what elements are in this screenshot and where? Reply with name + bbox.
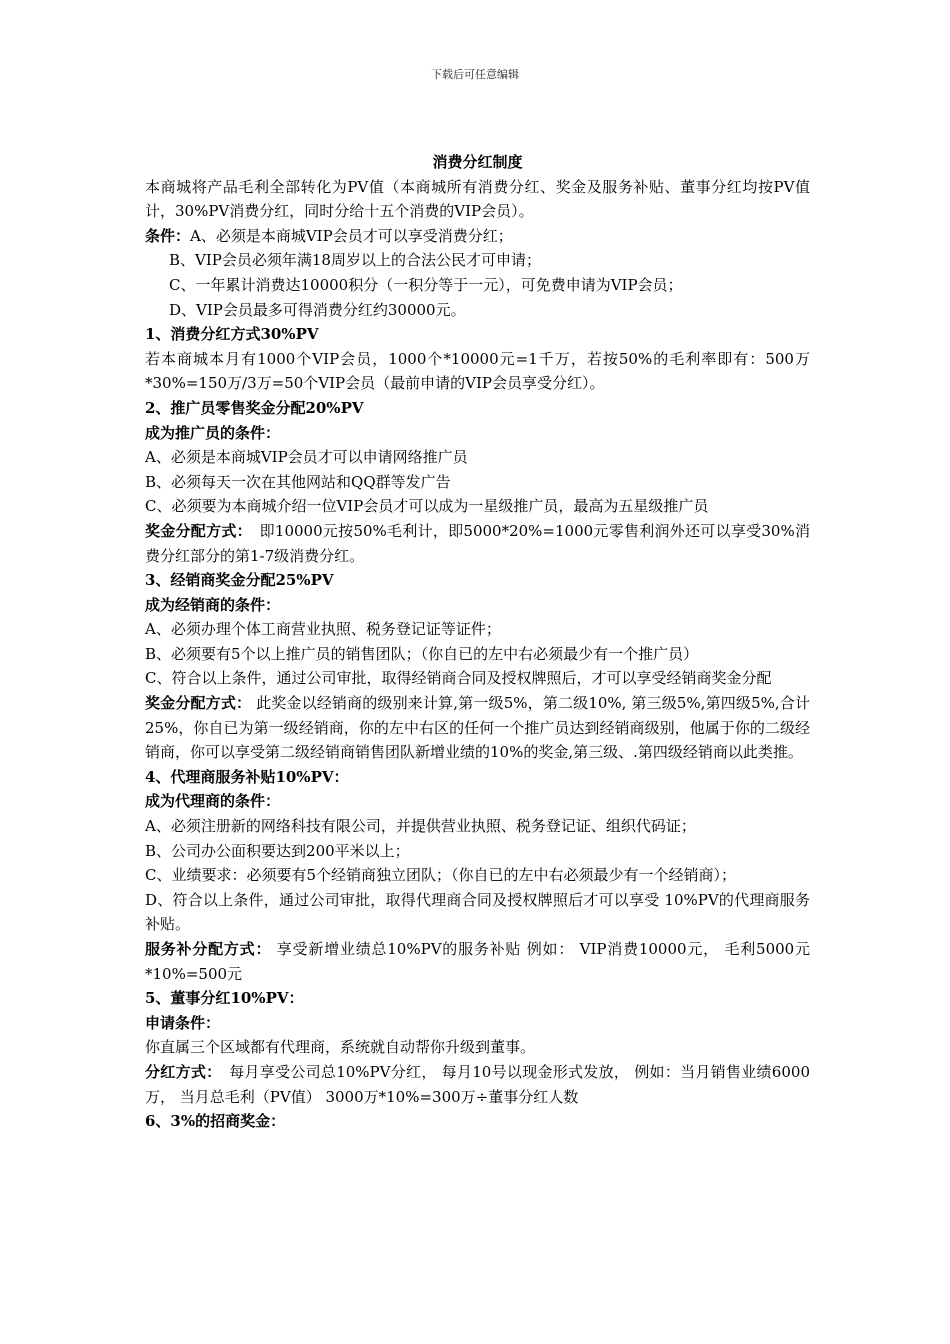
section-2-method bbox=[145, 519, 810, 568]
section-3-item-b: B、必须要有5个以上推广员的销售团队；（你自已的左中右必须最少有一个推广员） bbox=[145, 644, 699, 663]
section-1-text: 若本商城本月有1000个VIP会员，1000个*10000元=1千万，若按50%的毛利率即有：500万*30%=150万/3万=50个VIP会员（最前申请的VIP会员享受分红）。 bbox=[145, 349, 810, 393]
section-3-method-text: 此奖金以经销商的级别来计算,第一级5%，第二级10%, 第三级5%,第四级5%,合计25%，你自已为第一级经销商，你的左中右区的任何一个推广员达到经销商级别，他属于你的二级经销商，你可以享受第二级经销商销售团队新增业绩的10%的奖金,第三级、.第四级经销商以此类推。 bbox=[145, 694, 810, 762]
section-2-heading: 2、推广员零售奖金分配20%PV bbox=[145, 398, 364, 417]
document-title: 消费分红制度 bbox=[432, 153, 523, 171]
section-4-item-c: C、业绩要求：必须要有5个经销商独立团队；（你自已的左中右必须最少有一个经销商）； bbox=[145, 866, 737, 885]
section-4-heading: 4、代理商服务补贴10%PV： bbox=[145, 767, 349, 786]
section-5-method-text: 每月享受公司总10%PV分红， 每月10号以现金形式发放， 例如：当月销售业绩6000万， 当月总毛利（PV值） 3000万*10%=300万÷董事分红人数 bbox=[145, 1062, 810, 1106]
section-3-heading: 3、经销商奖金分配25%PV bbox=[145, 571, 334, 590]
document-body bbox=[145, 150, 810, 1134]
section-4-condition-label: 成为代理商的条件： bbox=[145, 792, 281, 811]
section-3-method-label: 奖金分配方式： bbox=[145, 694, 252, 713]
section-5-condition-label: 申请条件： bbox=[145, 1013, 221, 1032]
section-5-method bbox=[145, 1060, 810, 1109]
section-4-method bbox=[145, 937, 810, 986]
section-4-method-text: 享受新增业绩总10%PV的服务补贴 例如： VIP消费10000元， 毛利5000元*10%=500元 bbox=[145, 940, 810, 983]
section-3-method bbox=[145, 691, 810, 765]
section-5-text: 你直属三个区域都有代理商，系统就自动帮你升级到董事。 bbox=[145, 1038, 536, 1057]
section-2-item-c: C、必须要为本商城介绍一位VIP会员才可以成为一星级推广员，最高为五星级推广员 bbox=[145, 497, 709, 516]
section-5-heading: 5、董事分红10%PV： bbox=[145, 989, 304, 1008]
section-2-method-text: 即10000元按50%毛利计，即5000*20%=1000元零售利润外还可以享受30%消费分红部分的第1-7级消费分红。 bbox=[145, 521, 810, 565]
section-1-heading: 1、消费分红方式30%PV bbox=[145, 325, 319, 344]
section-2-method-label: 奖金分配方式： bbox=[145, 521, 245, 540]
section-4-item-a: A、必须注册新的网络科技有限公司，并提供营业执照、税务登记证、组织代码证； bbox=[145, 817, 696, 836]
section-2-item-b: B、必须每天一次在其他网站和QQ群等发广告 bbox=[145, 472, 451, 491]
section-3-condition-label: 成为经销商的条件： bbox=[145, 595, 281, 614]
intro-paragraph: 本商城将产品毛利全部转化为PV值（本商城所有消费分红、奖金及服务补贴、董事分红均按PV值计，30%PV消费分红，同时分给十五个消费的VIP会员）。 bbox=[145, 177, 810, 221]
section-2-item-a: A、必须是本商城VIP会员才可以申请网络推广员 bbox=[145, 448, 468, 467]
conditions-line-a bbox=[145, 224, 810, 249]
section-2-condition-label: 成为推广员的条件： bbox=[145, 423, 281, 442]
conditions-b: B、VIP会员必须年满18周岁以上的合法公民才可申请； bbox=[169, 251, 541, 270]
section-4-item-d: D、符合以上条件，通过公司审批，取得代理商合同及授权牌照后才可以享受 10%PV的代理商服务补贴。 bbox=[145, 890, 810, 934]
conditions-a: A、必须是本商城VIP会员才可以享受消费分红； bbox=[190, 226, 513, 245]
conditions-label: 条件： bbox=[145, 226, 191, 245]
conditions-c: C、一年累计消费达10000积分（一积分等于一元），可免费申请为VIP会员； bbox=[169, 275, 683, 294]
section-3-item-c: C、符合以上条件，通过公司审批，取得经销商合同及授权牌照后，才可以享受经销商奖金分配 bbox=[145, 669, 772, 688]
section-3-item-a: A、必须办理个体工商营业执照、税务登记证等证件； bbox=[145, 620, 501, 639]
section-4-method-label: 服务补分配方式： bbox=[145, 940, 272, 958]
conditions-d: D、VIP会员最多可得消费分红约30000元。 bbox=[169, 300, 466, 319]
section-4-item-b: B、公司办公面积要达到200平米以上； bbox=[145, 841, 410, 860]
page-header: 下载后可任意编辑 bbox=[431, 68, 519, 81]
section-5-method-label: 分红方式： bbox=[145, 1062, 214, 1081]
section-6-heading: 6、3%的招商奖金： bbox=[145, 1112, 286, 1131]
